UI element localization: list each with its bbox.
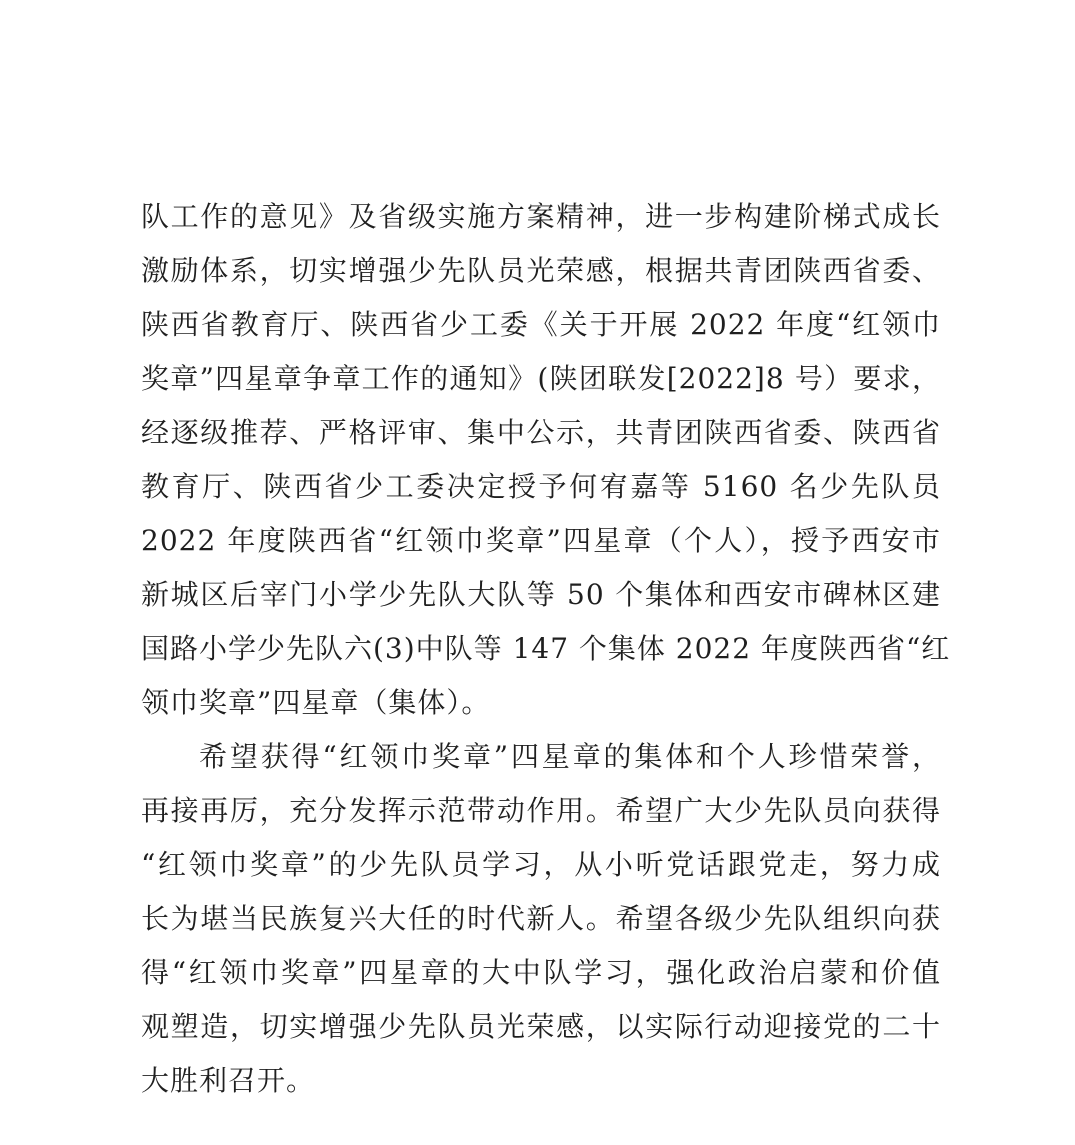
paragraph-line: 教育厅、陕西省少工委决定授予何宥嘉等 5160 名少先队员 (141, 470, 941, 503)
paragraph-line: 再接再厉，充分发挥示范带动作用。希望广大少先队员向获得 (141, 794, 941, 827)
paragraph-1 (141, 190, 951, 730)
paragraph-line: 得“红领巾奖章”四星章的大中队学习，强化政治启蒙和价值 (141, 956, 941, 989)
paragraph-line: 国路小学少先队六(3)中队等 147 个集体 2022 年度陕西省“红 (141, 632, 951, 665)
paragraph-line: 观塑造，切实增强少先队员光荣感，以实际行动迎接党的二十 (141, 1010, 941, 1043)
paragraph-line: 长为堪当民族复兴大任的时代新人。希望各级少先队组织向获 (141, 902, 941, 935)
paragraph-line: 奖章”四星章争章工作的通知》(陕团联发[2022]8 号）要求， (141, 362, 941, 395)
paragraph-line: “红领巾奖章”的少先队员学习，从小听党话跟党走，努力成 (141, 848, 941, 881)
paragraph-line: 陕西省教育厅、陕西省少工委《关于开展 2022 年度“红领巾 (141, 308, 941, 341)
document-body (141, 190, 951, 1108)
paragraph-line: 2022 年度陕西省“红领巾奖章”四星章（个人），授予西安市 (141, 524, 941, 557)
paragraph-line: 大胜利召开。 (141, 1064, 316, 1097)
paragraph-line: 希望获得“红领巾奖章”四星章的集体和个人珍惜荣誉， (199, 740, 941, 773)
paragraph-line: 经逐级推荐、严格评审、集中公示，共青团陕西省委、陕西省 (141, 416, 941, 449)
paragraph-line: 激励体系，切实增强少先队员光荣感，根据共青团陕西省委、 (141, 254, 941, 287)
paragraph-line: 新城区后宰门小学少先队大队等 50 个集体和西安市碑林区建 (141, 578, 941, 611)
paragraph-line: 队工作的意见》及省级实施方案精神，进一步构建阶梯式成长 (141, 200, 941, 233)
paragraph-2 (141, 730, 941, 1108)
paragraph-line: 领巾奖章”四星章（集体）。 (141, 686, 491, 719)
